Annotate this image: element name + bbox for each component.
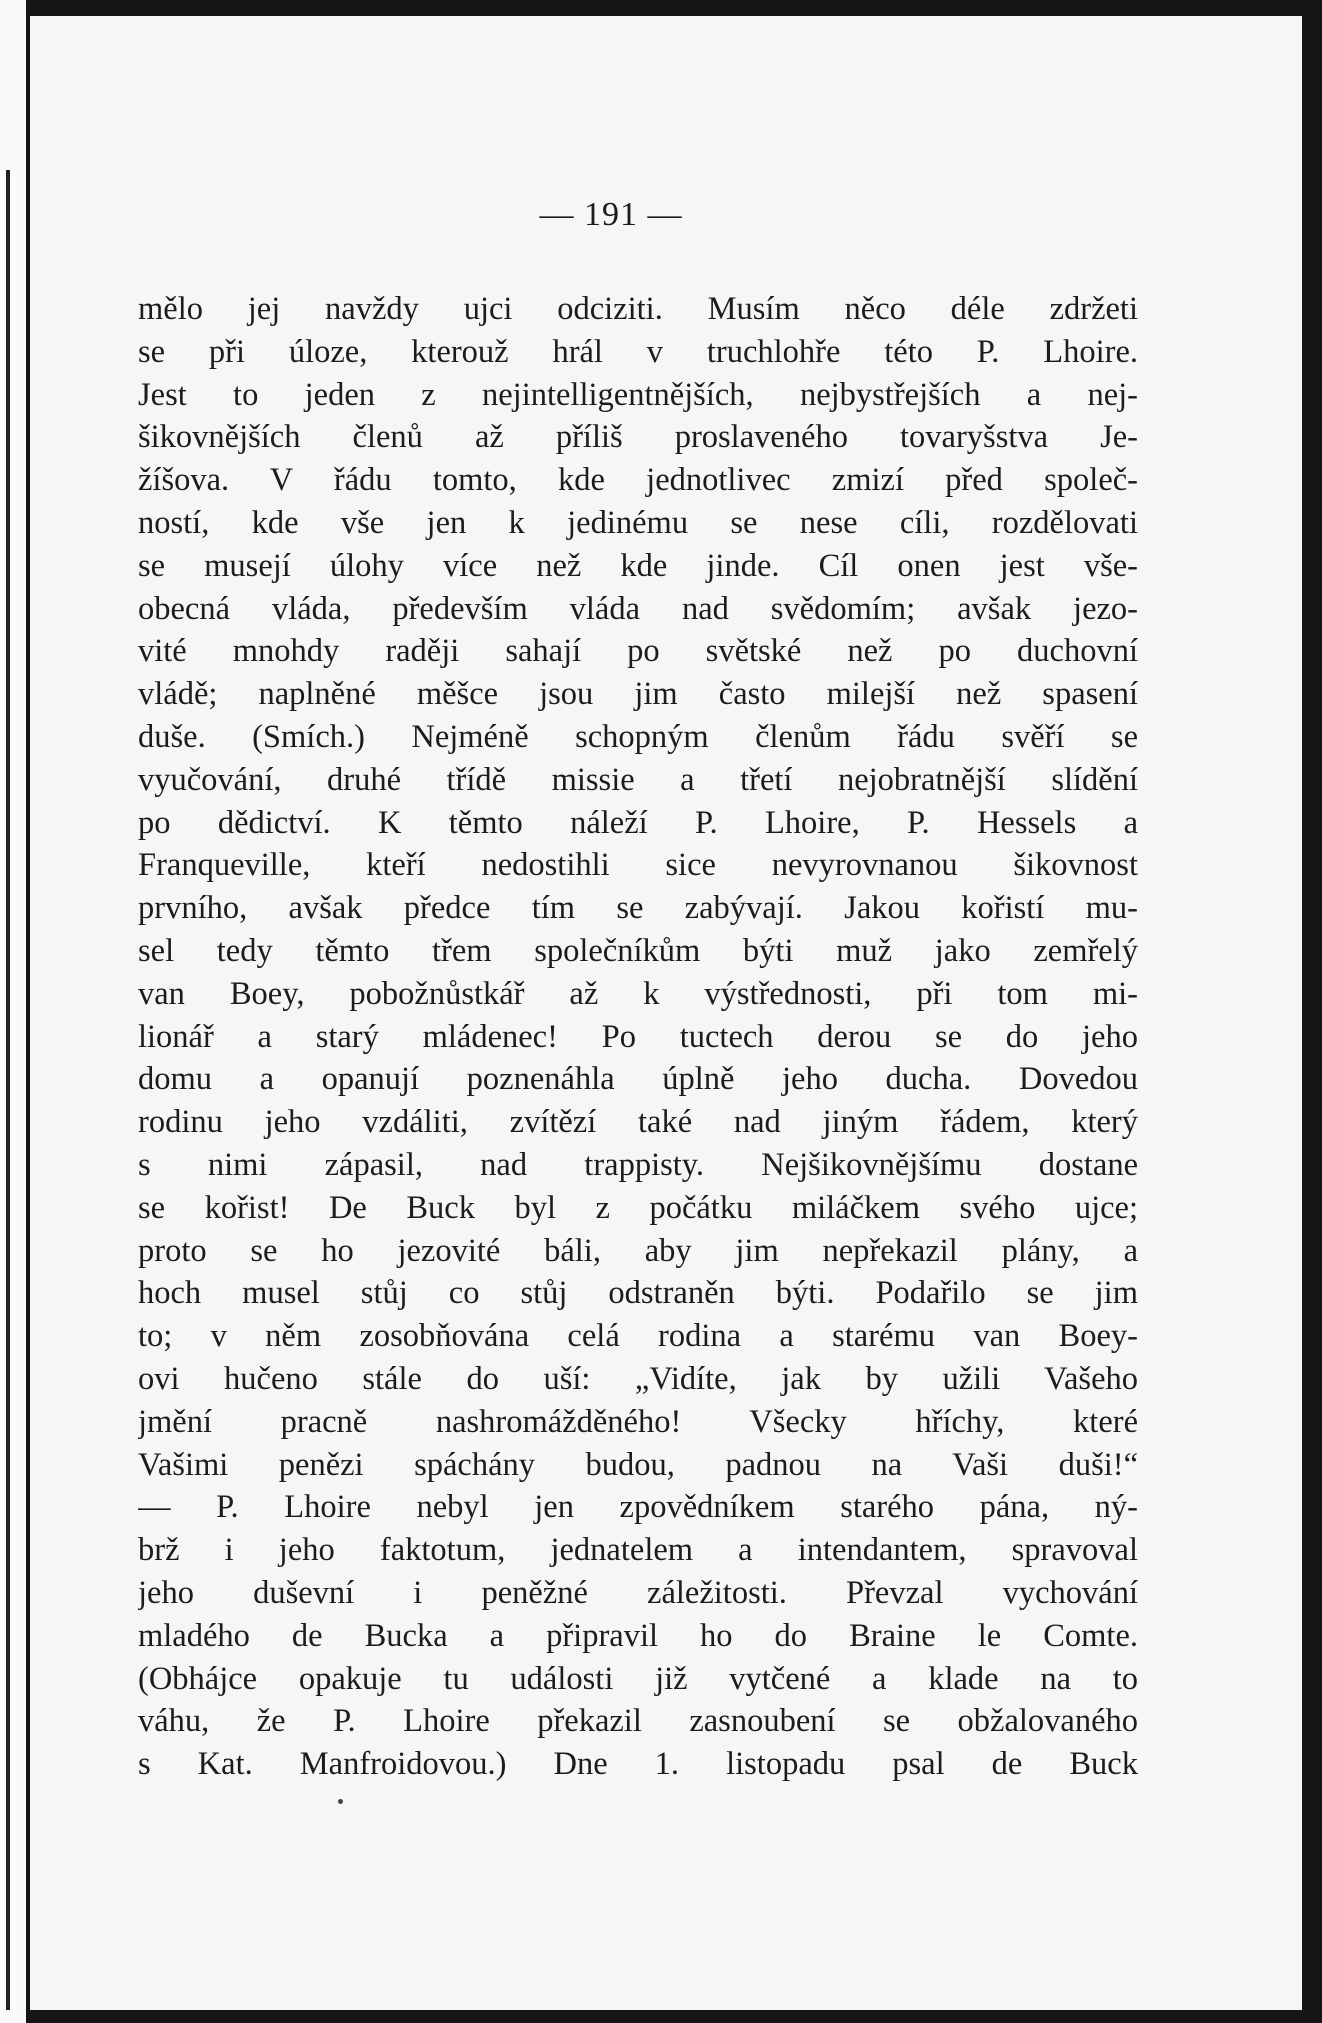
text-line: obecná vláda, především vláda nad svědomím; avšak jezo- <box>138 590 1138 627</box>
text-line: s Kat. Manfroidovou.) Dne 1. listopadu psal de Buck <box>138 1746 1138 1783</box>
text-line: — P. Lhoire nebyl jen zpovědníkem starého pána, ný- <box>138 1489 1138 1526</box>
text-line: vyučování, druhé třídě missie a třetí nejobratnější slídění <box>138 761 1138 798</box>
body-text <box>138 288 1138 1786</box>
book-page <box>30 16 1302 2010</box>
text-line: brž i jeho faktotum, jednatelem a intendantem, spravoval <box>138 1532 1138 1569</box>
text-line: mělo jej navždy ujci odciziti. Musím něco déle zdržeti <box>138 291 1138 327</box>
text-line: to; v něm zosobňována celá rodina a starému van Boey- <box>138 1318 1138 1355</box>
binding-shadow <box>6 170 10 2010</box>
text-line: se musejí úlohy více než kde jinde. Cíl onen jest vše- <box>138 547 1138 584</box>
text-line: váhu, že P. Lhoire překazil zasnoubení se obžalovaného <box>138 1703 1138 1740</box>
text-line: rodinu jeho vzdáliti, zvítězí také nad jiným řádem, který <box>138 1104 1138 1141</box>
page-number: — 191 — <box>539 196 683 233</box>
text-line: šikovnějších členů až příliš proslaveného tovaryšstva Je- <box>138 419 1138 456</box>
text-line: domu a opanují poznenáhla úplně jeho ducha. Dovedou <box>138 1061 1138 1098</box>
text-line: (Obhájce opakuje tu události již vytčené a klade na to <box>138 1660 1138 1697</box>
binding-edge <box>0 0 26 2023</box>
text-line: ovi hučeno stále do uší: „Vidíte, jak by užili Vašeho <box>138 1360 1138 1397</box>
text-line: van Boey, pobožnůstkář až k výstřednosti, při tom mi- <box>138 975 1138 1012</box>
text-line: žíšova. V řádu tomto, kde jednotlivec zmizí před společ- <box>138 462 1138 499</box>
text-line: ností, kde vše jen k jedinému se nese cíli, rozdělovati <box>138 504 1138 541</box>
text-line: prvního, avšak předce tím se zabývají. Jakou kořistí mu- <box>138 890 1138 927</box>
text-line: duše. (Smích.) Nejméně schopným členům řádu svěří se <box>138 718 1138 755</box>
text-line: hoch musel stůj co stůj odstraněn býti. Podařilo se jim <box>138 1275 1138 1312</box>
text-line: proto se ho jezovité báli, aby jim nepřekazil plány, a <box>138 1232 1138 1269</box>
text-line: po dědictví. K těmto náleží P. Lhoire, P. Hessels a <box>138 804 1138 841</box>
text-line: sel tedy těmto třem společníkům býti muž jako zemřelý <box>138 932 1138 969</box>
text-line: jeho duševní i peněžné záležitosti. Převzal vychování <box>138 1574 1138 1611</box>
text-line: jmění pracně nashromážděného! Všecky hříchy, které <box>138 1403 1138 1440</box>
text-line: mladého de Bucka a připravil ho do Braine le Comte. <box>138 1617 1138 1654</box>
text-line: Vašimi penězi spáchány budou, padnou na Vaši duši!“ <box>138 1446 1138 1483</box>
text-line: Jest to jeden z nejintelligentnějších, nejbystřejších a nej- <box>138 376 1138 413</box>
text-line: vité mnohdy raději sahají po světské než po duchovní <box>138 633 1138 670</box>
text-line: s nimi zápasil, nad trappisty. Nejšikovnějšímu dostane <box>138 1146 1138 1183</box>
text-line: Franqueville, kteří nedostihli sice nevyrovnanou šikovnost <box>138 847 1138 884</box>
text-line: se kořist! De Buck byl z počátku miláčkem svého ujce; <box>138 1189 1138 1226</box>
text-line: lionář a starý mládenec! Po tuctech derou se do jeho <box>138 1018 1138 1055</box>
paper-speck <box>338 1799 343 1804</box>
text-line: se při úloze, kterouž hrál v truchlohře této P. Lhoire. <box>138 333 1138 370</box>
text-line: vládě; naplněné měšce jsou jim často milejší než spasení <box>138 676 1138 713</box>
